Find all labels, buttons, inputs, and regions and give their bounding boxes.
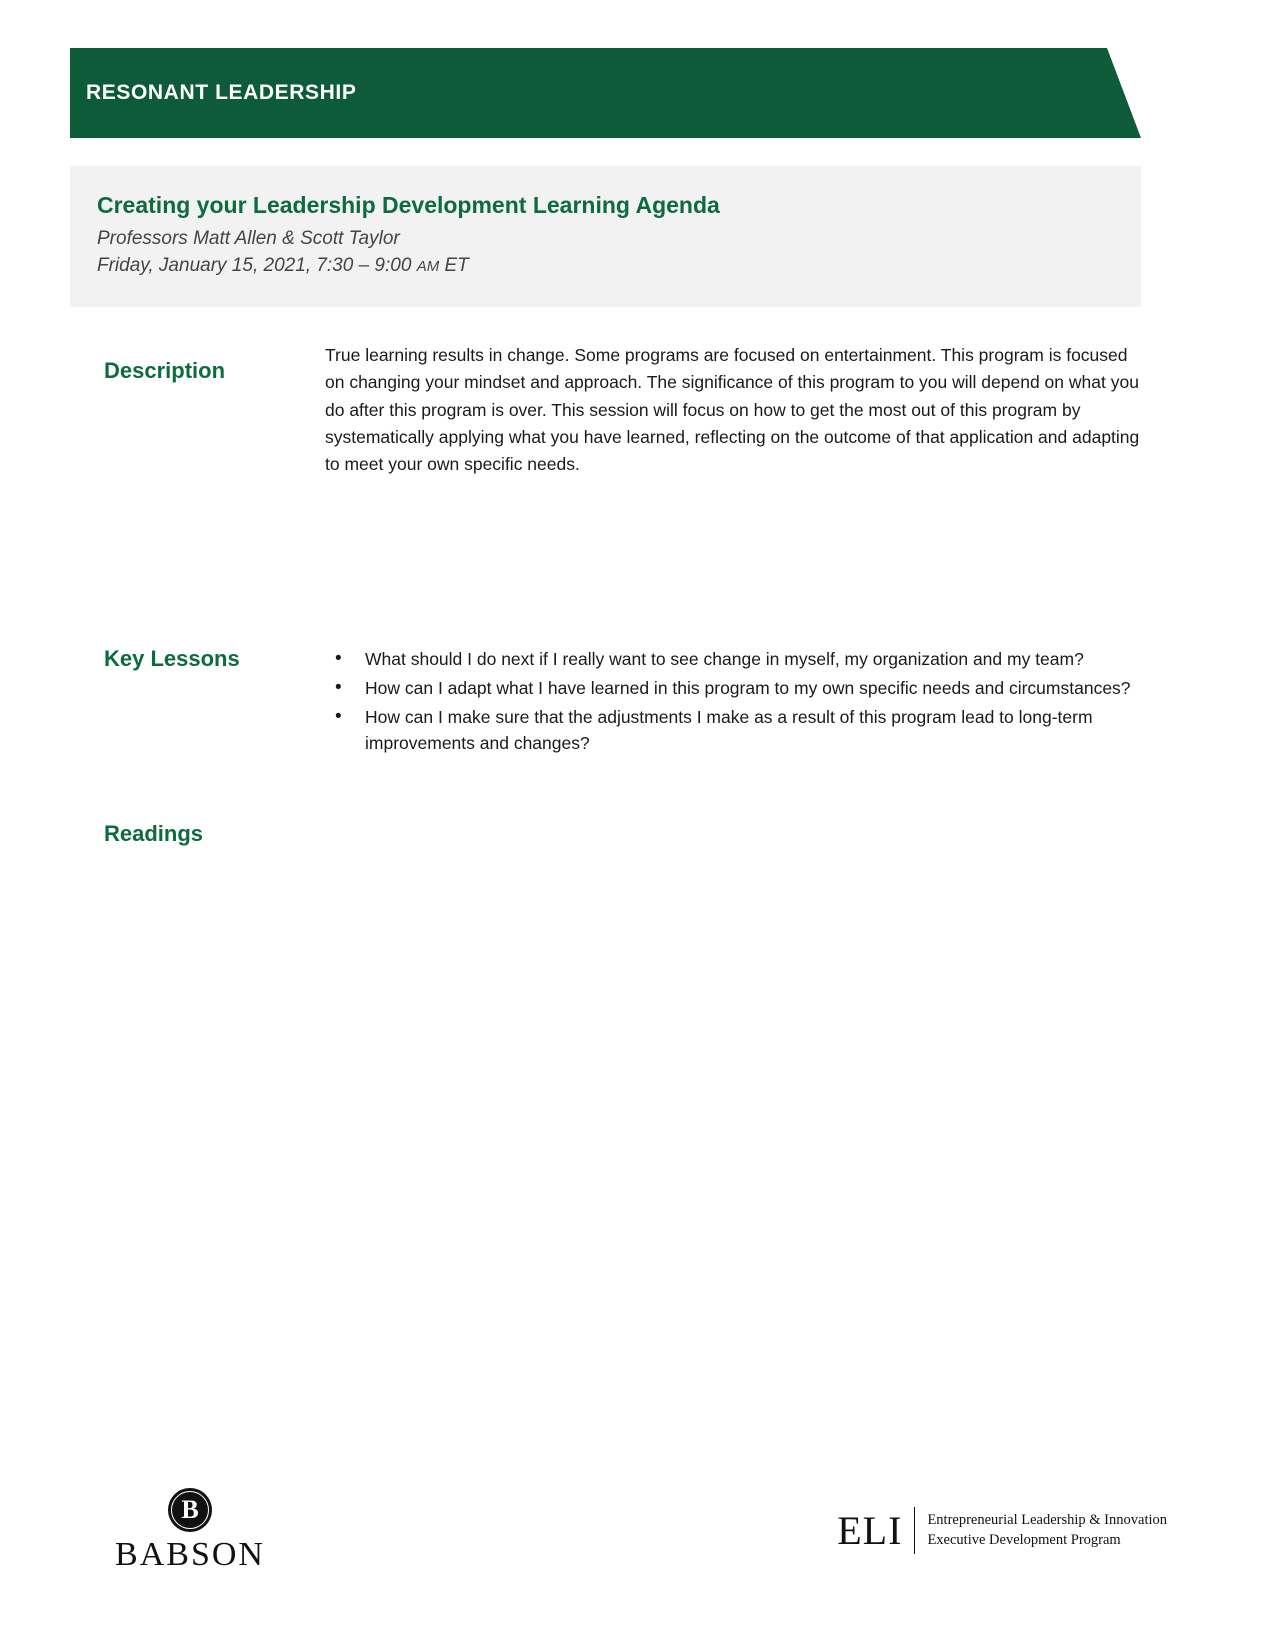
description-paragraph: True learning results in change. Some programs are focused on entertainment. This program is focused on changing your mindset and approach. The significance of this program to you will depend on what you do after this program is over. This session will focus on how to get the most out of this program by systematically applying what you have learned, reflecting on the outcome of that application and adapting to meet your own specific needs. (325, 345, 1140, 475)
session-presenters: Professors Matt Allen & Scott Taylor (97, 227, 400, 249)
eli-tagline-line1: Entrepreneurial Leadership & Innovation (927, 1512, 1167, 1529)
document-content (70, 330, 1141, 851)
section-readings (70, 821, 1141, 851)
session-datetime-meridiem: AM (416, 258, 440, 276)
babson-seal-icon: B (168, 1488, 212, 1532)
eli-tagline (927, 1511, 1167, 1549)
eli-tagline-line2: Executive Development Program (927, 1531, 1121, 1548)
section-label-readings: Readings (104, 820, 204, 846)
list-item: • What should I do next if I really want to see change in myself, my organization and my team? (325, 646, 1141, 673)
babson-wordmark: BABSON (115, 1536, 265, 1573)
section-description (70, 330, 1141, 478)
eli-wordmark: ELI (837, 1508, 903, 1553)
page-title: Creating your Leadership Development Learning Agenda (97, 192, 720, 218)
session-title-block (70, 166, 1141, 307)
banner-title: RESONANT LEADERSHIP (86, 81, 357, 104)
eli-divider (914, 1507, 915, 1554)
eli-logo (837, 1507, 1167, 1554)
section-body-key-lessons (325, 646, 1141, 758)
banner-notch-decoration (1107, 48, 1141, 138)
session-datetime-timezone: ET (439, 255, 469, 277)
section-label-description: Description (104, 358, 226, 383)
section-key-lessons (70, 646, 1141, 758)
session-datetime (97, 252, 1111, 280)
session-datetime-main: Friday, January 15, 2021, 7:30 – 9:00 (97, 255, 417, 277)
key-lessons-list (325, 646, 1141, 756)
section-label-key-lessons: Key Lessons (104, 646, 240, 672)
list-item: • How can I make sure that the adjustments I make as a result of this program lead to long-term improvements and changes? (325, 704, 1141, 757)
babson-logo (70, 1488, 310, 1574)
list-item: • How can I adapt what I have learned in this program to my own specific needs and circumstances? (325, 675, 1141, 702)
section-body-description (325, 330, 1141, 478)
section-body-readings (325, 821, 1141, 851)
header-banner (70, 48, 1141, 138)
